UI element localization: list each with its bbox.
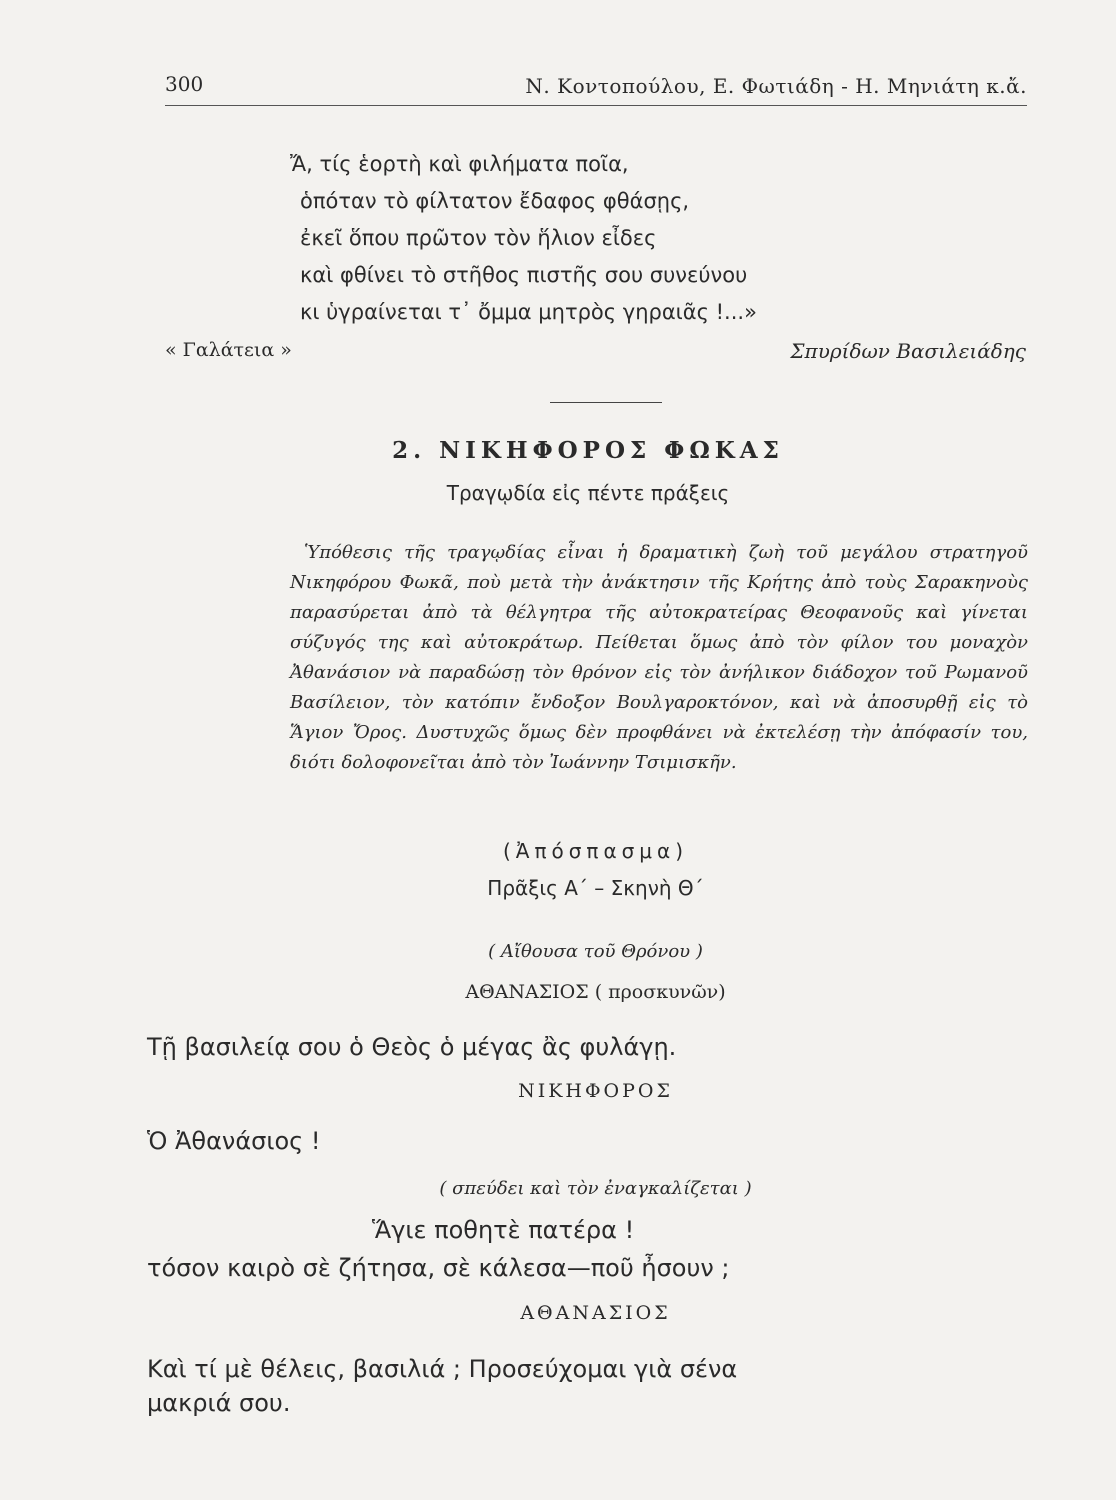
dialogue-line: μακριά σου. <box>147 1389 291 1417</box>
poem-line: ὁπόταν τὸ φίλτατον ἔδαφος φθάσῃς, <box>300 189 690 213</box>
section-separator <box>550 402 662 403</box>
act-scene-heading: Πρᾶξις Α΄ – Σκηνὴ Θ΄ <box>487 876 704 900</box>
dialogue-block <box>147 1352 737 1420</box>
scene-setting: ( Αἴθουσα τοῦ Θρόνου ) <box>488 941 703 962</box>
dialogue-line: Ἅγιε ποθητὲ πατέρα ! <box>372 1216 635 1244</box>
dialogue-line: τόσον καιρὸ σὲ ζήτησα, σὲ κάλεσα—ποῦ ἦσουν ; <box>147 1254 730 1282</box>
dialogue-line: Καὶ τί μὲ θέλεις, βασιλιά ; Προσεύχομαι γιὰ σένα <box>147 1355 738 1383</box>
poem-author: Σπυρίδων Βασιλειάδης <box>790 339 1026 363</box>
dialogue-line: Ὁ Ἀθανάσιος ! <box>147 1127 321 1155</box>
character-name: ΝΙΚΗΦΟΡΟΣ <box>518 1080 673 1102</box>
poem-stanza <box>290 146 757 331</box>
poem-source: « Γαλάτεια » <box>165 339 292 361</box>
page-number: 300 <box>165 72 204 96</box>
dialogue-line: Τῇ βασιλείᾳ σου ὁ Θεὸς ὁ μέγας ἂς φυλάγῃ. <box>147 1033 677 1061</box>
poem-line: Ἄ, τίς ἑορτὴ καὶ φιλήματα ποῖα, <box>290 152 629 176</box>
synopsis-paragraph: Ὑπόθεσις τῆς τραγῳδίας εἶναι ἡ δραματικὴ ζωὴ τοῦ μεγάλου στρατηγοῦ Νικηφόρου Φωκᾶ, ποὺ μετὰ τὴν ἀνάκτησιν τῆς Κρήτης ἀπὸ τοὺς Σαρακηνοὺς παρασύρεται ἀπὸ τὰ θέλγητρα τῆς αὐτοκρατείρας Θεοφανοῦς καὶ γίνεται σύζυγός της καὶ αὐτοκράτωρ. Πείθεται ὅμως ἀπὸ τὸν φίλον του μοναχὸν Ἀθανάσιον νὰ παραδώσῃ τὸν θρόνον εἰς τὸν ἀνήλικον διάδοχον τοῦ Ρωμανοῦ Βασίλειον, τὸν κατόπιν ἔνδοξον Βουλγαροκτόνον, καὶ νὰ ἀποσυρθῇ εἰς τὸ Ἅγιον Ὄρος. Δυστυχῶς ὅμως δὲν προφθάνει νὰ ἐκτελέσῃ τὴν ἀπόφασίν του, διότι δολοφονεῖται ἀπὸ τὸν Ἰωάννην Τσιμισκῆν. <box>290 542 1028 773</box>
excerpt-label: (Ἀπόσπασμα) <box>502 839 689 863</box>
character-name: ΑΘΑΝΑΣΙΟΣ <box>520 1302 671 1324</box>
stage-direction: ( σπεύδει καὶ τὸν ἐναγκαλίζεται ) <box>439 1178 752 1199</box>
section-title: 2. ΝΙΚΗΦΟΡΟΣ ΦΩΚΑΣ <box>392 437 784 464</box>
running-head: Ν. Κοντοπούλου, Ε. Φωτιάδη - Η. Μηνιάτη κ.ἄ. <box>525 74 1027 98</box>
poem-line: ἐκεῖ ὅπου πρῶτον τὸν ἥλιον εἶδες <box>300 226 657 250</box>
page-header <box>165 72 1027 102</box>
poem-line: κι ὑγραίνεται τ᾽ ὄμμα μητρὸς γηραιᾶς !...» <box>300 300 757 324</box>
poem-line: καὶ φθίνει τὸ στῆθος πιστῆς σου συνεύνου <box>300 263 748 287</box>
section-subtitle: Τραγῳδία εἰς πέντε πράξεις <box>446 481 730 505</box>
header-rule <box>165 105 1027 106</box>
character-name: ΑΘΑΝΑΣΙΟΣ ( προσκυνῶν) <box>465 981 726 1003</box>
